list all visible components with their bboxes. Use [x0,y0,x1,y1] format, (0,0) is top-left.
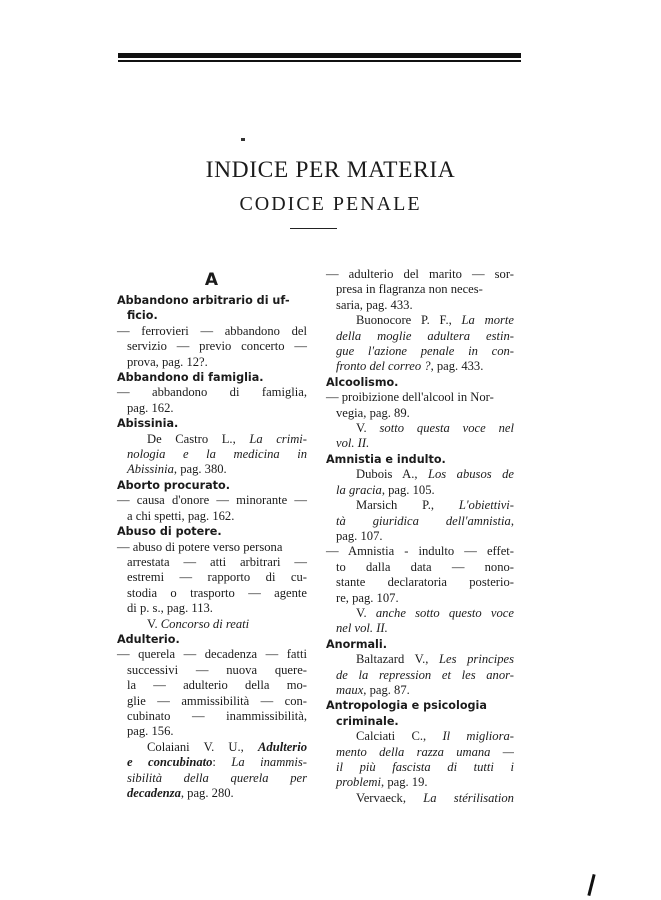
index-entry-line [326,791,514,806]
entry-text: V. [356,421,380,436]
entry-text: Abbandono di famiglia. [117,371,264,385]
entry-text: cubinato — inammissibilità, [127,708,307,723]
entry-text: — adulterio del marito — sor- [326,267,514,281]
entry-text: La stérilisation [423,790,514,805]
index-entry-line [117,401,307,416]
index-heading [326,375,514,390]
entry-text: vegia, pag. 89. [336,405,410,420]
entry-text: — abuso di potere verso persona [117,539,283,554]
index-heading [117,293,307,308]
entry-text: , [510,513,514,528]
index-entry-line [326,652,514,667]
index-entry-line [326,514,514,529]
section-letter [117,270,307,290]
top-rule-thin [118,60,521,62]
entry-text: Aborto procurato. [117,478,230,492]
entry-text: , pag. 380. [173,462,227,477]
entry-text: pag. 107. [336,528,383,543]
entry-text: il più fascista di tutti i [336,760,514,774]
entry-text: Amnistia e indulto. [326,452,446,466]
index-entry-line [117,586,307,601]
entry-text: Concorso di reati [160,616,250,631]
entry-text: Adulterio. [117,632,180,646]
index-entry-line [326,729,514,744]
index-heading [117,632,307,647]
index-entry-line [326,560,514,575]
index-column-left [117,270,307,801]
index-heading [326,452,514,467]
entry-text: , pag. 280. [180,786,234,800]
index-entry-line [326,668,514,683]
index-entry-line [326,760,514,775]
entry-text: Abissinia [127,462,174,477]
index-entry-line [326,775,514,790]
index-entry-line [326,575,514,590]
index-entry-line [326,606,514,621]
index-entry-line [117,694,307,709]
index-heading [117,416,307,431]
entry-text: a chi spetti, pag. 162. [127,508,235,523]
index-entry-line [326,313,514,328]
entry-text: Vervaeck, [356,790,424,805]
index-entry-line [326,544,514,559]
index-entry-line [117,740,307,755]
entry-text: gue l'azione penale in con- [336,344,514,359]
entry-text: presa in flagranza non neces- [336,282,483,297]
index-entry-line [117,324,307,339]
index-entry-line [117,786,307,801]
entry-text: Alcoolismo. [326,375,399,389]
entry-text: La morte [461,313,514,328]
index-entry-line [326,421,514,436]
entry-text: Anormali. [326,637,387,651]
index-entry-line [117,432,307,447]
index-entry-line [117,724,307,739]
index-entry-line [326,683,514,698]
entry-text: V. [356,605,376,620]
index-heading [326,698,514,713]
entry-text: problemi [336,775,382,790]
index-heading [117,370,307,385]
entry-text: L'obiettivi- [458,498,514,513]
index-entry-line [117,663,307,678]
entry-text: : [212,755,232,770]
entry-text: Il migliora- [442,729,514,744]
entry-text: criminale. [336,714,399,728]
index-entry-line [117,540,307,555]
entry-text: Abissinia. [117,417,179,431]
entry-text: maux [336,682,364,697]
entry-text: Baltazard V., [356,652,440,667]
entry-text: nel vol. II. [336,621,388,636]
index-entry-line [326,745,514,760]
entry-text: nologia e la medicina in [127,447,307,462]
index-entry-line [326,529,514,544]
index-entry-line [117,462,307,477]
entry-text: sotto questa voce nel [379,421,514,436]
index-entry-line [117,555,307,570]
page-subtitle: CODICE PENALE [239,193,422,215]
entry-text: V. [147,616,161,631]
index-entry-line [326,267,514,282]
index-entry-line [326,390,514,405]
entry-text: successivi — nuova quere- [127,662,307,677]
index-entry-line [117,385,307,400]
entry-text: , pag. 19. [381,775,428,790]
entry-text: e concubinato [127,755,213,770]
index-entry-line [117,601,307,616]
entry-text: Abuso di potere. [117,525,222,539]
entry-text: A [204,270,220,290]
index-heading [117,524,307,539]
entry-text: , pag. 87. [363,682,410,697]
index-entry-line [117,447,307,462]
entry-text: mento della razza umana — [336,744,514,759]
entry-text: anche sotto questo voce [375,605,514,620]
index-heading [326,637,514,652]
index-heading [117,308,307,323]
title-divider [290,228,337,229]
entry-text: , pag. 105. [381,482,435,497]
entry-text: to dalla data — nono- [336,559,514,574]
entry-text: decadenza [127,786,181,800]
entry-text: — ferrovieri — abbandono del [117,323,307,338]
entry-text: Marsich P., [356,498,459,513]
entry-text: stodia o trasporto — agente [127,585,307,600]
index-entry-line [117,647,307,662]
entry-text: ficio. [127,309,158,323]
entry-text: stante declaratoria posterio- [336,575,514,590]
entry-text: re, pag. 107. [336,590,399,605]
index-entry-line [326,591,514,606]
index-entry-line [117,709,307,724]
entry-text: — abbandono di famiglia, [117,385,307,400]
entry-text: Adulterio [258,739,307,754]
entry-text: vol. II. [336,436,370,451]
entry-text: La inammis- [231,755,307,770]
top-rule-thick [118,53,521,58]
entry-text: della moglie adultera estin- [336,328,514,343]
entry-text: la — adulterio della mo- [127,678,307,693]
entry-text: De Castro L., [147,431,250,446]
index-entry-line [117,339,307,354]
index-entry-line [326,467,514,482]
entry-text: Calciati C., [356,729,443,744]
index-entry-line [326,344,514,359]
entry-text: Los abusos de [428,467,514,482]
index-entry-line [117,678,307,693]
entry-text: saria, pag. 433. [336,297,413,312]
page-title: INDICE PER MATERIA [205,157,456,183]
entry-text: Antropologia e psicologia [326,699,487,713]
entry-text: la gracia [336,482,382,497]
entry-text: tà giuridica dell'amnistia [336,513,511,528]
entry-text: Dubois A., [356,467,428,482]
index-entry-line [326,406,514,421]
index-entry-line [326,282,514,297]
entry-text: — causa d'onore — minorante — [117,493,307,508]
index-entry-line [117,570,307,585]
entry-text: servizio — previo concerto — [127,339,307,354]
index-heading [326,714,514,729]
index-entry-line [117,509,307,524]
entry-text: — proibizione dell'alcool in Nor- [326,390,494,405]
index-entry-line [117,771,307,786]
index-entry-line [326,359,514,374]
index-entry-line [326,298,514,313]
entry-text: de la repression et les anor- [336,667,514,682]
entry-text: di p. s., pag. 113. [127,601,213,616]
index-entry-line [326,483,514,498]
entry-text: La crimi- [249,431,307,446]
entry-text: glie — ammissibilità — con- [127,693,307,708]
ink-speck [241,138,245,141]
entry-text: sibilità della querela per [127,770,307,785]
entry-text: Buonocore P. F., [356,313,462,328]
index-column-right [326,267,514,806]
entry-text: prova, pag. 12?. [127,354,208,369]
entry-text: Colaiani V. U., [147,739,258,754]
index-entry-line [117,493,307,508]
entry-text: — querela — decadenza — fatti [117,647,307,662]
edge-mark [587,874,595,896]
entry-text: arrestata — atti arbitrari — [127,554,307,569]
entry-text: pag. 156. [127,724,174,739]
index-entry-line [326,436,514,451]
entry-text: Abbandono arbitrario di uf- [117,294,290,307]
entry-text: pag. 162. [127,400,174,415]
entry-text: Les principes [439,652,514,667]
index-entry-line [326,329,514,344]
entry-text: fronto del correo ? [336,359,431,374]
index-entry-line [117,355,307,370]
index-entry-line [326,498,514,513]
entry-text: — Amnistia - indulto — effet- [326,544,514,559]
index-entry-line [117,617,307,632]
index-entry-line [117,755,307,770]
index-heading [117,478,307,493]
entry-text: estremi — rapporto di cu- [127,570,307,585]
index-entry-line [326,621,514,636]
entry-text: , pag. 433. [430,359,484,374]
